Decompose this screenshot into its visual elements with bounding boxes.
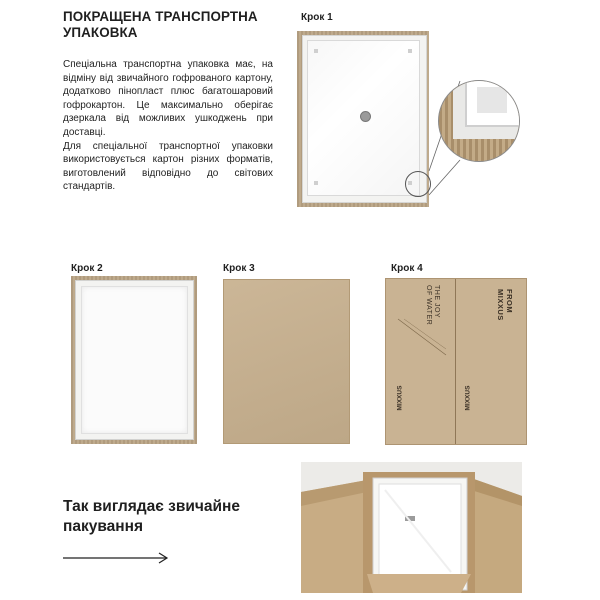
step-4-label: Крок 4 (391, 263, 423, 274)
description (63, 58, 273, 194)
box-brand-right: MIXXUS (464, 385, 472, 411)
step-2-label: Крок 2 (71, 263, 103, 274)
foam-sheet (81, 286, 188, 434)
step-2-photo (71, 276, 197, 444)
corner-detail-zoom (438, 80, 520, 162)
long-right-arrow-icon (63, 550, 173, 566)
step-3-label: Крок 3 (223, 263, 255, 274)
ordinary-packaging-caption: Так виглядає звичайне пакування (63, 498, 241, 535)
page-title (63, 9, 293, 41)
ordinary-box-illustration (301, 462, 522, 593)
step-3-photo (223, 279, 350, 444)
box-print-right: FROM MIXXUS (496, 289, 514, 321)
page-title-line-1: ПОКРАЩЕНА ТРАНСПОРТНА (63, 9, 258, 24)
mirror-center-sticker (360, 111, 371, 122)
step-1-photo (297, 31, 429, 207)
step-1-label: Крок 1 (301, 12, 333, 23)
box-brand-left: MIXXUS (396, 385, 404, 411)
box-flap-seam (455, 279, 456, 444)
page-title-line-2: УПАКОВКА (63, 25, 138, 40)
description-paragraph-1: Спеціальна транспортна упаковка має, на відміну від звичайного гофрованого картону, додатково пінопласт плюс багатошаровий гофрокартон. Це максимально оберігає дзеркала від можливих ушкоджень при доставці. (63, 59, 273, 138)
ordinary-packaging-photo (301, 462, 522, 593)
description-paragraph-2: Для спеціальної транспортної упаковки використовується картон різних форматів, виготовлений відповідно до світових стандартів. (63, 140, 273, 193)
box-print-left: THE JOY OF WATER (425, 285, 440, 326)
step-4-photo (385, 278, 527, 445)
mirror (307, 40, 420, 196)
box-diagonal-graphic (394, 315, 450, 359)
